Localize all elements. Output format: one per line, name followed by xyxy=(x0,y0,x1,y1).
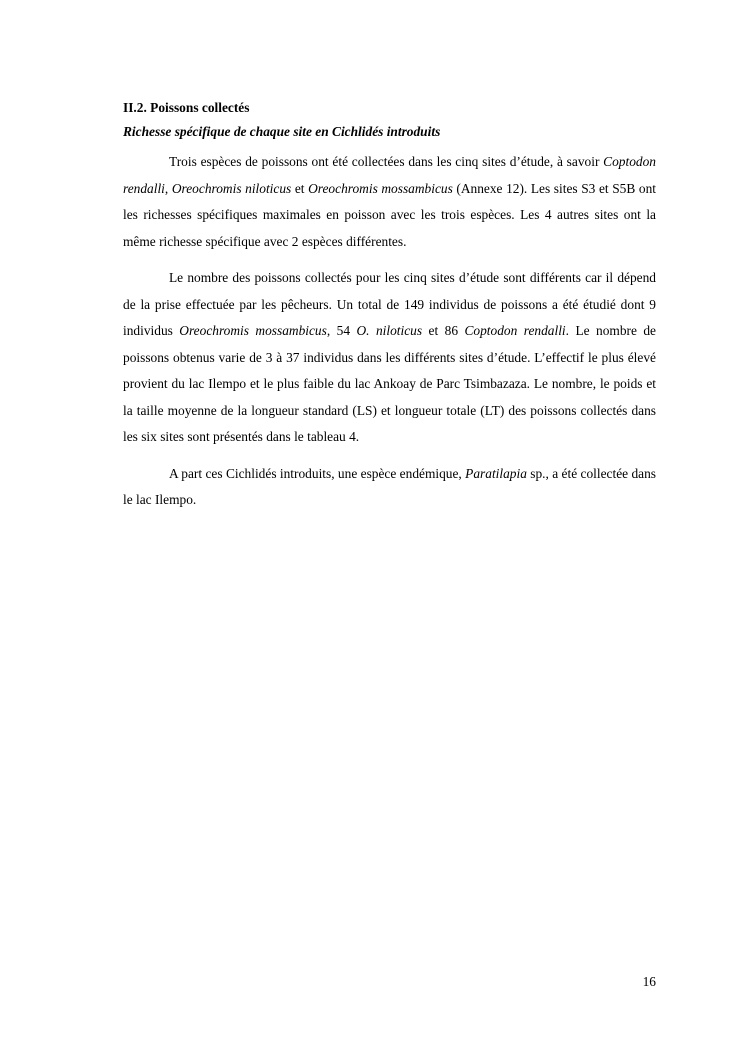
species-name: Paratilapia xyxy=(465,465,527,481)
paragraph-text: (Annexe 12). Les sites S3 et S5B ont les richesses spécifiques maximales en poisson avec les trois espèces. Les 4 autres sites ont la même richesse spécifique avec 2 espèces différentes. xyxy=(123,180,656,249)
page-number: 16 xyxy=(642,974,656,989)
paragraph-text: . Le nombre de poissons obtenus varie de 3 à 37 individus dans les différents sites d’étude. L’effectif le plus élevé provient du lac Ilempo et le plus faible du lac Ankoay de Parc Tsimbazaza. Le nombre, le poids et la taille moyenne de la longueur standard (LS) et longueur totale (LT) des poissons collectés dans les six sites sont présentés dans le tableau 4. xyxy=(123,323,657,444)
species-name: O. niloticus xyxy=(356,323,423,338)
page-content xyxy=(123,97,656,524)
paragraph-species-richness xyxy=(123,149,656,255)
species-name: Oreochromis niloticus xyxy=(171,180,292,196)
paragraph-text: Le nombre des poissons collectés pour les cinq sites d’étude sont différents car il dépend de la prise effectuée par les pêcheurs. Un total de 149 individus de poissons a été étudié dont 9 individus xyxy=(123,270,656,338)
section-subtitle: Richesse spécifique de chaque site en Cichlidés introduits xyxy=(123,124,441,139)
species-name: Coptodon rendalli xyxy=(123,154,656,196)
section-title: II.2. Poissons collectés xyxy=(123,100,250,115)
species-name: Coptodon rendalli xyxy=(464,323,566,338)
paragraph-text: sp., a été collectée dans le lac Ilempo. xyxy=(123,465,657,507)
paragraph-fish-counts xyxy=(123,265,656,451)
paragraph-endemic-species xyxy=(123,461,656,514)
paragraph-text: , 54 xyxy=(326,323,357,338)
species-name: Oreochromis mossambicus xyxy=(179,323,327,338)
species-name: Oreochromis mossambicus xyxy=(308,180,453,196)
paragraph-text: Trois espèces de poissons ont été collectées dans les cinq sites d’étude, à savoir xyxy=(169,154,604,169)
paragraph-text: et xyxy=(291,180,309,196)
paragraph-text: A part ces Cichlidés introduits, une espèce endémique, xyxy=(169,465,466,481)
paragraph-text: , xyxy=(164,180,172,196)
paragraph-text: et 86 xyxy=(422,323,465,338)
